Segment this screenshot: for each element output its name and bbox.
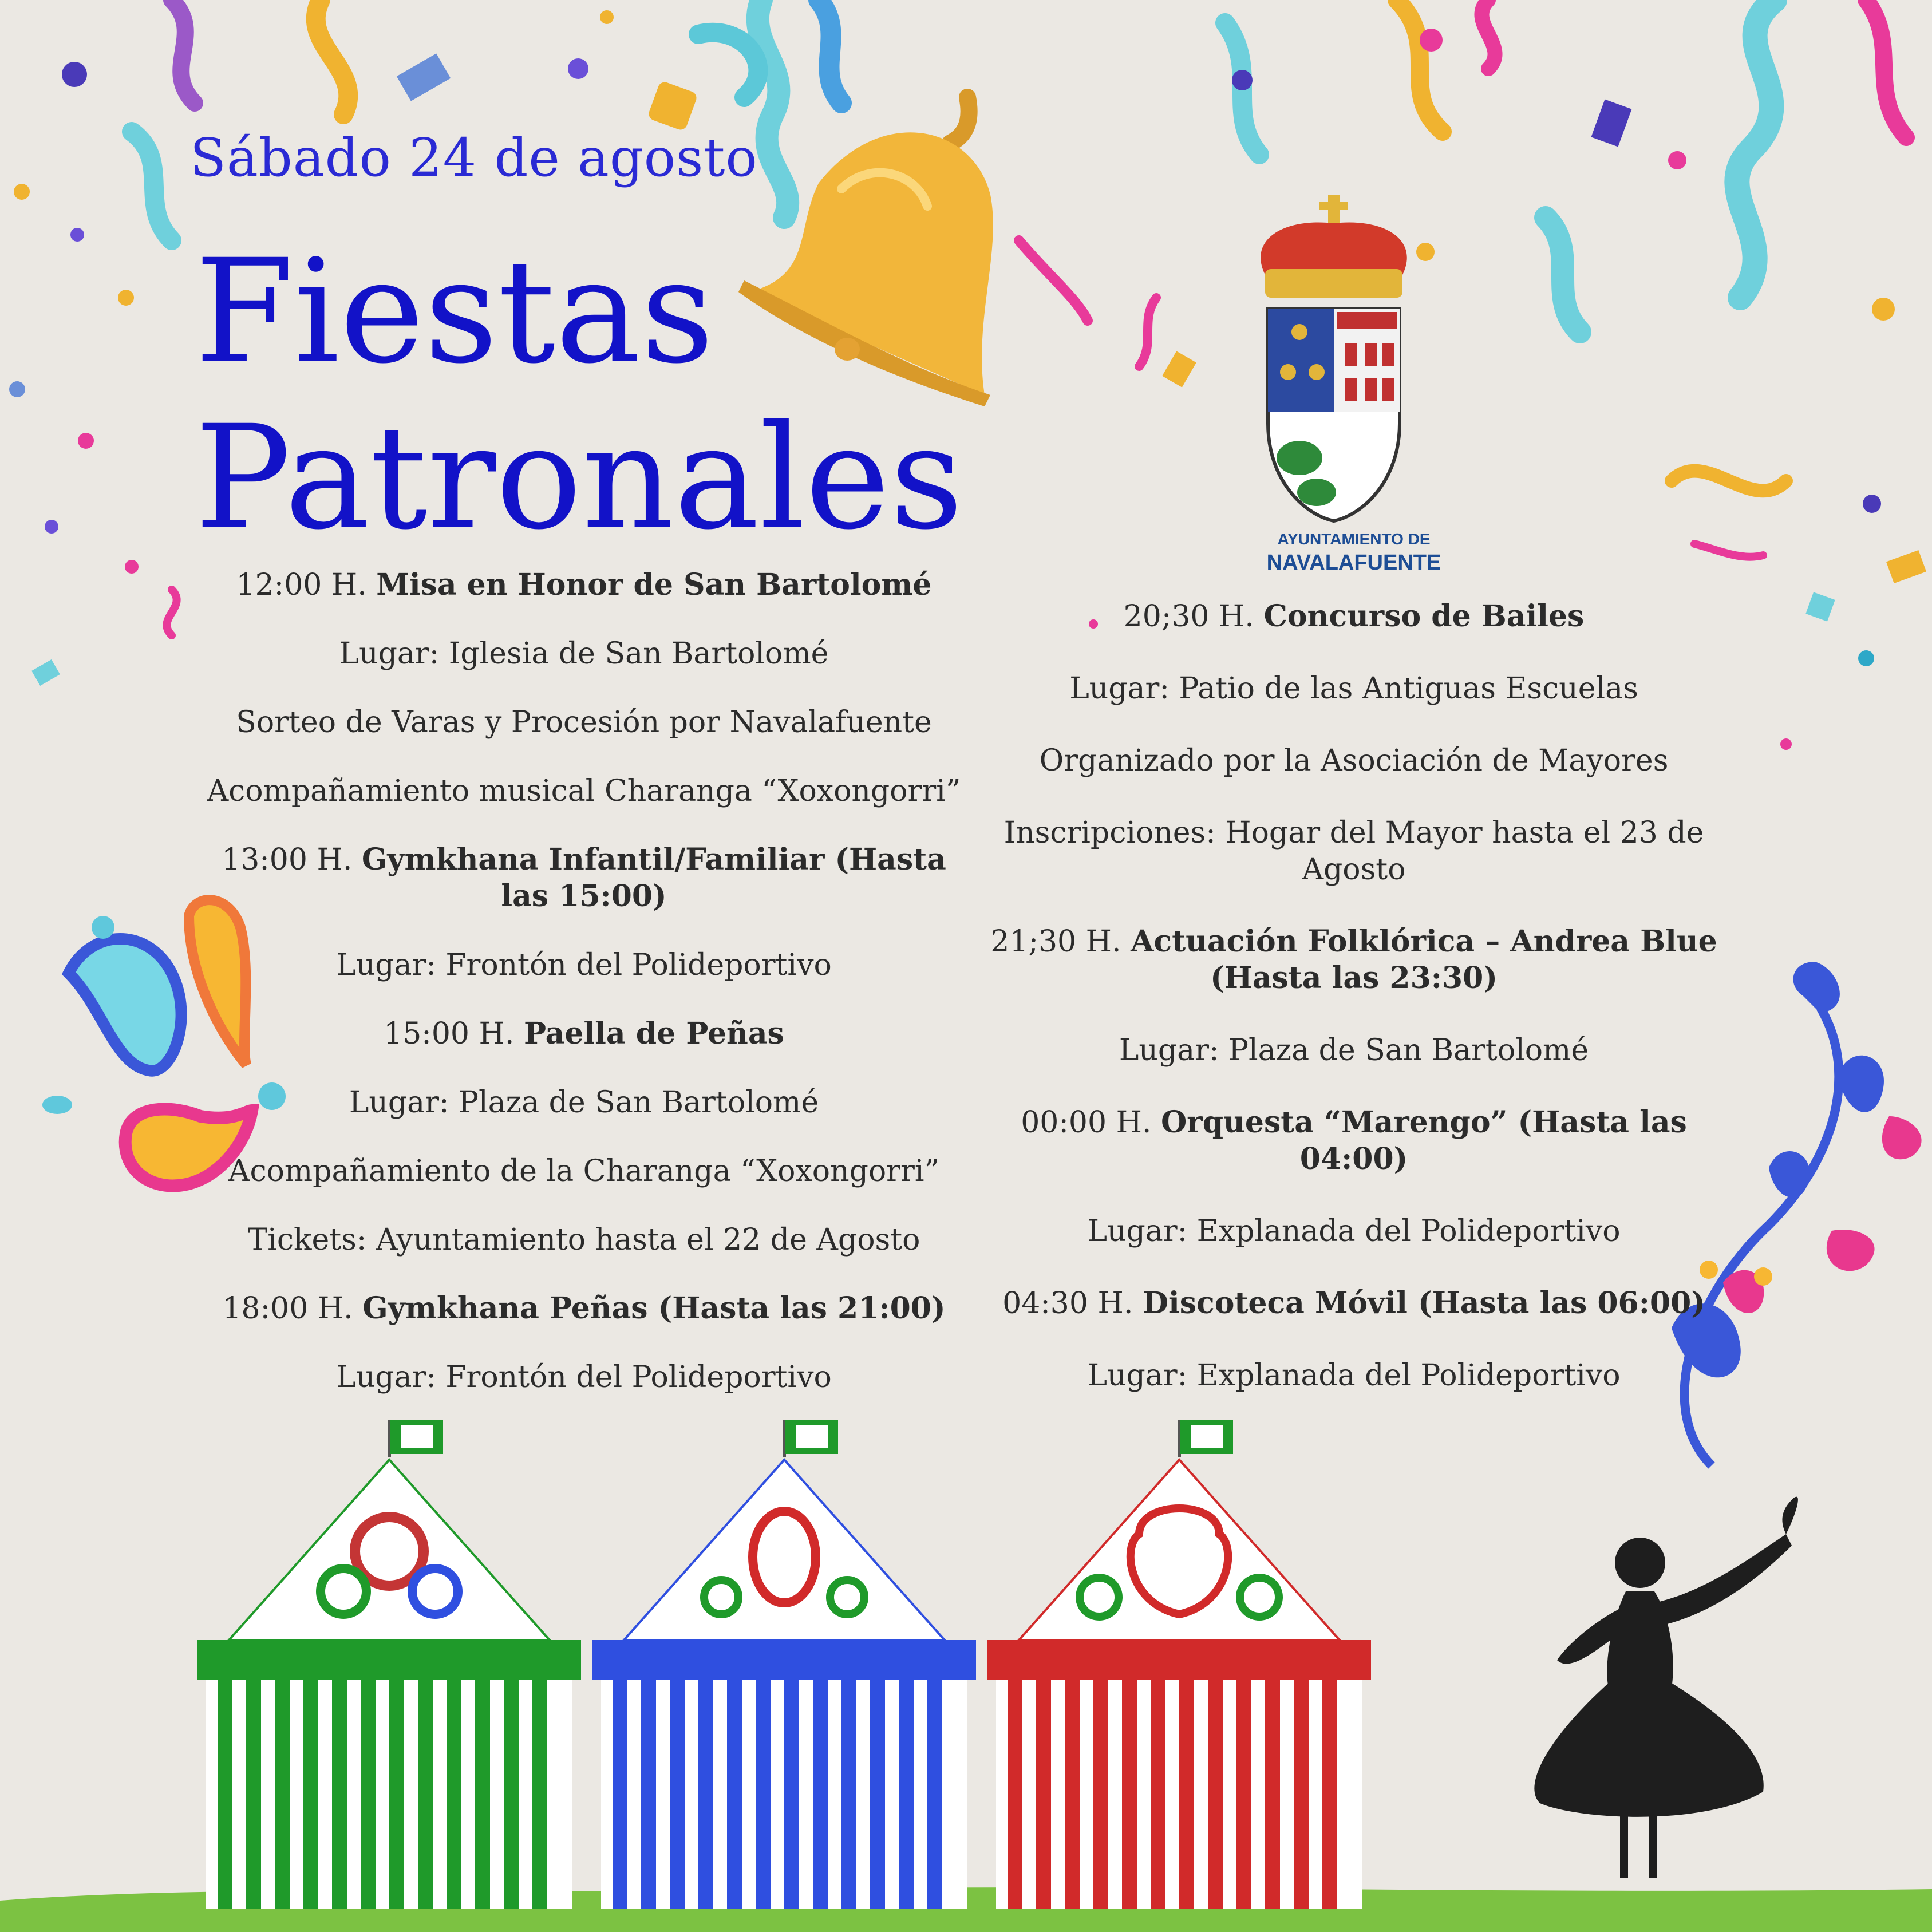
schedule-right-column xyxy=(973,598,1735,1429)
town-hall-logo-text xyxy=(1248,529,1460,576)
event-name: Misa en Honor de San Bartolomé xyxy=(376,567,932,602)
dancer-illustration xyxy=(1534,1497,1798,1878)
event-time: 04:30 H. xyxy=(1002,1286,1133,1321)
schedule-event xyxy=(195,1290,973,1327)
event-detail: Sorteo de Varas y Procesión por Navalafuente xyxy=(236,705,932,740)
event-detail: Tickets: Ayuntamiento hasta el 22 de Agosto xyxy=(247,1223,920,1257)
event-name: Paella de Peñas xyxy=(523,1016,784,1051)
tent-green xyxy=(197,1420,581,1909)
event-time: 15:00 H. xyxy=(384,1017,515,1051)
event-detail: Inscripciones: Hogar del Mayor hasta el 23 de Agosto xyxy=(1003,816,1704,887)
schedule-event xyxy=(973,598,1735,635)
coat-of-arms-icon xyxy=(1261,195,1407,521)
schedule-event xyxy=(195,567,973,603)
event-time: 20;30 H. xyxy=(1123,599,1254,634)
event-detail: Lugar: Frontón del Polideportivo xyxy=(336,1360,832,1394)
event-detail: Lugar: Plaza de San Bartolomé xyxy=(349,1085,819,1120)
event-detail: Lugar: Patio de las Antiguas Escuelas xyxy=(1069,671,1638,706)
event-date: Sábado 24 de agosto xyxy=(190,127,758,188)
event-time: 13:00 H. xyxy=(222,843,353,877)
event-detail: Acompañamiento musical Charanga “Xoxongorri” xyxy=(207,774,961,808)
title-line-2: Patronales xyxy=(195,394,963,561)
event-time: 12:00 H. xyxy=(236,568,367,602)
page-title xyxy=(195,229,963,561)
event-detail: Lugar: Frontón del Polideportivo xyxy=(336,948,832,982)
schedule-left-column xyxy=(195,567,973,1428)
event-detail: Lugar: Iglesia de San Bartolomé xyxy=(339,637,829,671)
event-name: Gymkhana Peñas (Hasta las 21:00) xyxy=(362,1291,946,1326)
event-name: Orquesta “Marengo” (Hasta las 04:00) xyxy=(1161,1105,1687,1176)
schedule-event xyxy=(195,1016,973,1052)
event-name: Discoteca Móvil (Hasta las 06:00) xyxy=(1142,1286,1705,1321)
event-name: Gymkhana Infantil/Familiar (Hasta las 15:00) xyxy=(361,842,946,914)
event-name: Actuación Folklórica – Andrea Blue (Hasta las 23:30) xyxy=(1131,924,1717,995)
schedule-event xyxy=(973,923,1735,997)
tent-red xyxy=(987,1420,1371,1909)
tent-blue xyxy=(592,1420,976,1909)
schedule-event xyxy=(973,1285,1735,1322)
schedule-event xyxy=(195,841,973,915)
title-line-1: Fiestas xyxy=(195,228,714,395)
event-time: 21;30 H. xyxy=(990,924,1121,959)
event-detail: Acompañamiento de la Charanga “Xoxongorri” xyxy=(228,1154,940,1188)
logo-line-1: AYUNTAMIENTO DE xyxy=(1277,530,1431,548)
event-time: 18:00 H. xyxy=(222,1291,353,1326)
event-detail: Organizado por la Asociación de Mayores xyxy=(1039,744,1669,778)
event-detail: Lugar: Explanada del Polideportivo xyxy=(1087,1214,1621,1249)
event-detail: Lugar: Plaza de San Bartolomé xyxy=(1119,1033,1589,1068)
event-name: Concurso de Bailes xyxy=(1263,599,1585,634)
event-detail: Lugar: Explanada del Polideportivo xyxy=(1087,1358,1621,1393)
event-time: 00:00 H. xyxy=(1021,1105,1152,1140)
logo-line-2: NAVALAFUENTE xyxy=(1266,551,1441,575)
schedule-event xyxy=(973,1104,1735,1178)
